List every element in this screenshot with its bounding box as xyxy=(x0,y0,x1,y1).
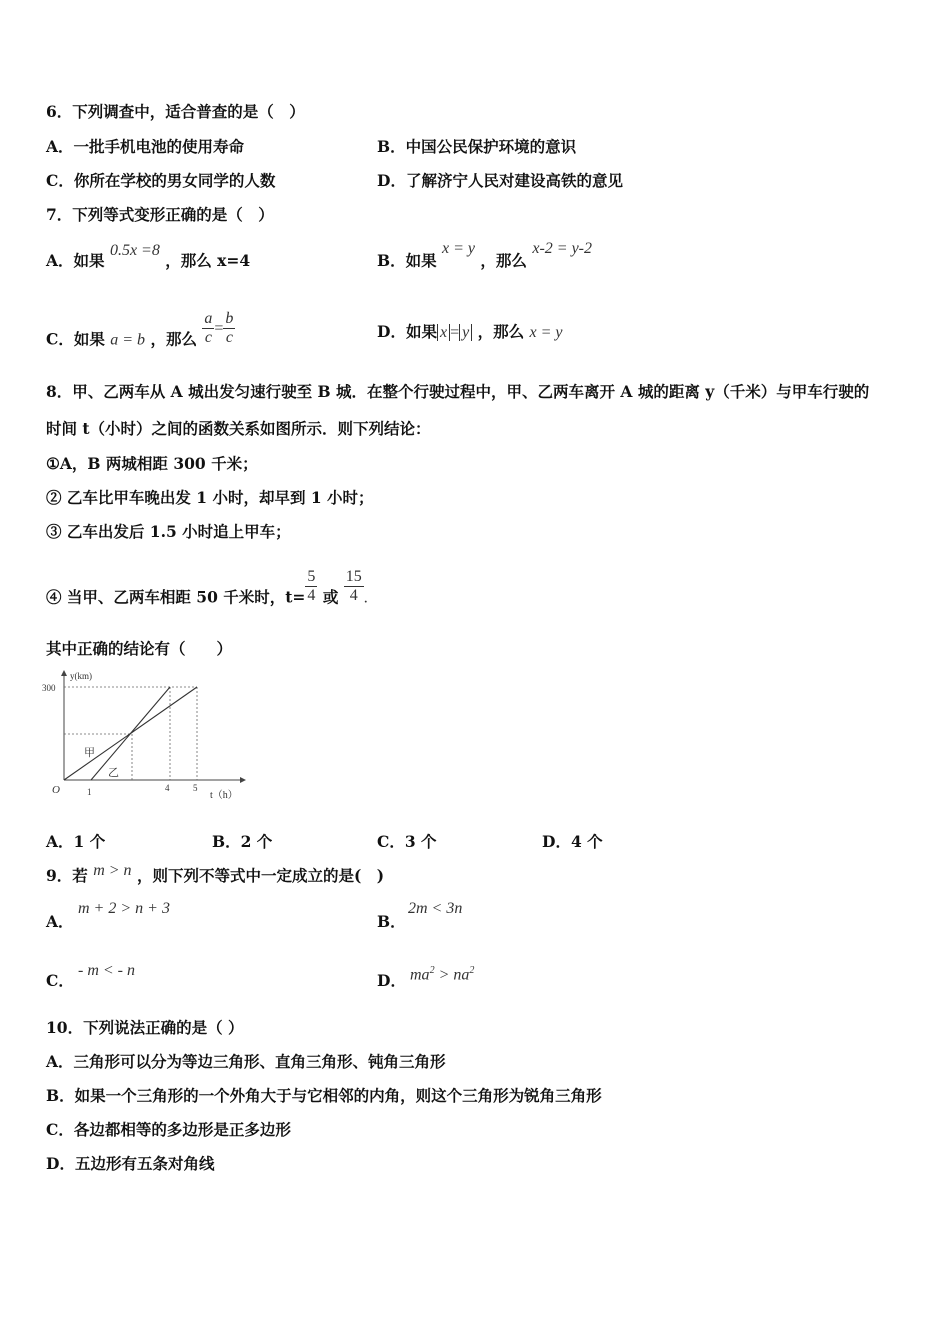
q9-d-sup1: 2 xyxy=(429,965,435,976)
origin-label: O xyxy=(52,784,60,796)
q6-option-d: D．了解济宁人民对建设高铁的意见 xyxy=(377,171,623,190)
q8-s4-period: . xyxy=(363,589,368,607)
numerator: 15 xyxy=(345,568,362,585)
q9-stem xyxy=(46,862,385,887)
q6-stem: 6．下列调查中，适合普查的是（ ） xyxy=(46,102,305,121)
y-axis-arrow-icon xyxy=(61,670,67,676)
q8-stem-line2: 时间 t（小时）之间的函数关系如图所示．则下列结论： xyxy=(46,419,431,438)
label-yi: 乙 xyxy=(108,767,119,779)
q8-ask: 其中正确的结论有（ ） xyxy=(46,639,233,658)
q9-d-gt: > xyxy=(434,966,454,984)
q9-option-a-label: A． xyxy=(46,912,74,931)
q7-c-fraction-b-over-c xyxy=(223,310,235,347)
x-axis-label: t（h） xyxy=(210,790,238,801)
q9-option-c-label: C． xyxy=(46,971,74,990)
q10-option-a: A．三角形可以分为等边三角形、直角三角形、钝角三角形 xyxy=(46,1052,446,1071)
q7-b-mid: ，那么 xyxy=(480,251,527,270)
q8-distance-time-graph xyxy=(40,668,250,808)
q10-option-c: C．各边都相等的多边形是正多边形 xyxy=(46,1120,291,1139)
q7-c-math: a = b xyxy=(110,331,146,349)
numerator: a xyxy=(204,310,213,327)
label-jia: 甲 xyxy=(84,747,95,759)
q9-option-b-label: B． xyxy=(377,912,406,931)
q10-option-d: D．五边形有五条对角线 xyxy=(46,1154,215,1173)
q9-option-d-math xyxy=(410,961,474,985)
x-tick-1: 1 xyxy=(87,787,92,797)
q7-d-mid: ，那么 xyxy=(477,322,525,341)
q8-statement-1: ①A，B 两城相距 300 千米； xyxy=(46,454,258,473)
q10-option-b: B．如果一个三角形的一个外角大于与它相邻的内角，则这个三角形为锐角三角形 xyxy=(46,1086,602,1105)
x-tick-4: 4 xyxy=(165,783,170,793)
q9-option-d-label: D． xyxy=(377,971,406,990)
q8-s4-fraction-15-4 xyxy=(344,568,364,605)
q9-option-c-math: - m < - n xyxy=(78,962,136,979)
q9-stem-pre: 9．若 xyxy=(46,866,88,885)
q7-d-label: D．如果 xyxy=(377,322,437,341)
q6-option-c: C．你所在学校的男女同学的人数 xyxy=(46,171,276,190)
q9-stem-math: m > n xyxy=(93,862,132,879)
q7-d-equals: = xyxy=(450,324,460,341)
q7-option-d xyxy=(377,322,563,343)
x-axis-arrow-icon xyxy=(240,777,246,783)
q7-c-fraction-a-over-c xyxy=(202,310,214,347)
q7-option-c xyxy=(46,310,235,359)
q7-c-mid: ，那么 xyxy=(150,329,197,349)
q7-b-math1: x = y xyxy=(442,240,476,257)
q9-d-sup2: 2 xyxy=(469,965,475,976)
q9-option-a-math: m + 2 > n + 3 xyxy=(78,900,170,917)
q6-option-b: B．中国公民保护环境的意识 xyxy=(377,137,577,156)
line-yi xyxy=(91,687,170,780)
q7-option-b xyxy=(377,240,592,272)
q9-d-ma: ma xyxy=(410,966,430,984)
q9-d-na: na xyxy=(453,966,470,984)
q8-stem-line1: 8．甲、乙两车从 A 城出发匀速行驶至 B 城．在整个行驶过程中，甲、乙两车离开 A 城的距离 y（千米）与甲车行驶的 xyxy=(46,382,870,401)
x-tick-5: 5 xyxy=(193,783,198,793)
q10-stem: 10．下列说法正确的是（ ） xyxy=(46,1018,244,1037)
q7-d-math: x = y xyxy=(529,324,563,341)
q8-option-c: C．3 个 xyxy=(377,832,437,851)
denominator: 4 xyxy=(349,587,358,604)
denominator: 4 xyxy=(307,587,316,604)
q6-option-a: A．一批手机电池的使用寿命 xyxy=(46,137,245,156)
q8-option-d: D．4 个 xyxy=(542,832,603,851)
q8-option-b: B．2 个 xyxy=(212,832,273,851)
numerator: b xyxy=(225,310,234,327)
q7-a-math: 0.5x =8 xyxy=(109,242,160,259)
q7-stem: 7．下列等式变形正确的是（ ） xyxy=(46,205,274,224)
q7-d-abs-y: y xyxy=(459,324,472,341)
y-axis-label: y(km) xyxy=(70,671,92,681)
q7-d-abs-x: x xyxy=(437,324,450,341)
y-tick-300: 300 xyxy=(42,683,56,693)
denominator: c xyxy=(225,329,233,346)
q9-stem-post: ，则下列不等式中一定成立的是( ) xyxy=(136,866,385,885)
q7-b-label: B．如果 xyxy=(377,251,437,270)
q8-option-a: A．1 个 xyxy=(46,832,106,851)
q7-option-a xyxy=(46,242,251,272)
q8-s4-or: 或 xyxy=(322,587,339,607)
q7-a-label: A．如果 xyxy=(46,251,105,270)
q8-statement-4 xyxy=(46,568,368,617)
q7-c-label: C．如果 xyxy=(46,329,105,349)
q7-b-math2: x-2 = y-2 xyxy=(532,240,592,257)
q8-s4-text: ④ 当甲、乙两车相距 50 千米时，t= xyxy=(46,587,306,607)
numerator: 5 xyxy=(307,568,316,585)
denominator: c xyxy=(204,329,212,346)
q8-s4-fraction-5-4 xyxy=(305,568,317,605)
q8-statement-2: ② 乙车比甲车晚出发 1 小时，却早到 1 小时； xyxy=(46,488,374,507)
q9-option-b-math: 2m < 3n xyxy=(408,900,463,917)
q7-c-equals: = xyxy=(214,319,224,337)
q7-a-conclusion: ，那么 x=4 xyxy=(165,251,251,270)
q8-statement-3: ③ 乙车出发后 1.5 小时追上甲车； xyxy=(46,522,291,541)
